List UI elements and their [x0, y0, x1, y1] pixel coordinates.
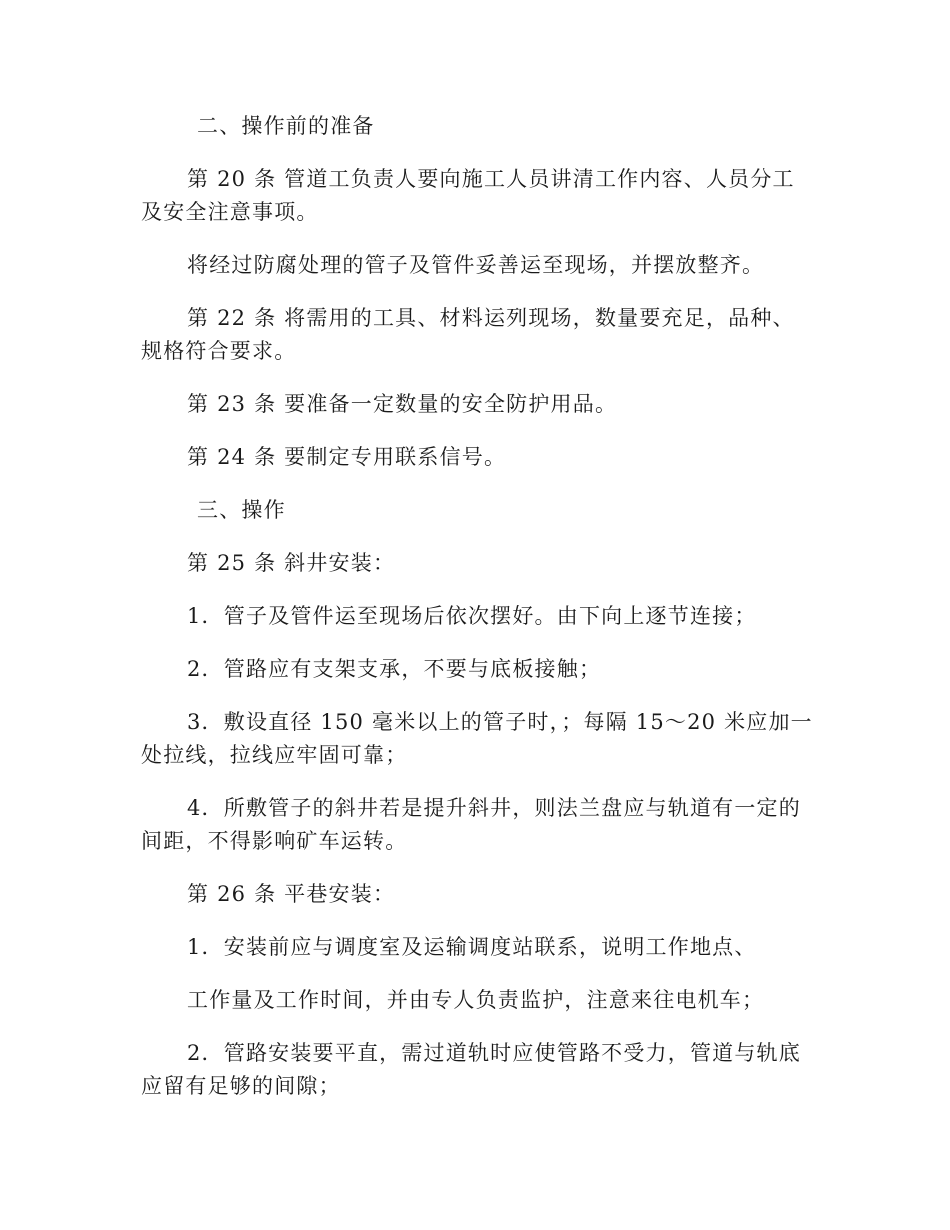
section-heading-preparation: 二、操作前的准备 [197, 114, 375, 138]
article-20: 第 20 条 管道工负责人要向施工人员讲清工作内容、人员分工及安全注意事项。 [141, 167, 795, 224]
section-heading-operation: 三、操作 [197, 498, 286, 522]
article-22: 第 22 条 将需用的工具、材料运列现场，数量要充足，品种、规格符合要求。 [141, 306, 795, 363]
article-23: 第 23 条 要准备一定数量的安全防护用品。 [187, 392, 618, 416]
article-24: 第 24 条 要制定专用联系信号。 [187, 445, 507, 469]
list-item-26-1: 1．安装前应与调度室及运输调度站联系，说明工作地点、 [187, 935, 757, 959]
article-26: 第 26 条 平巷安装： [187, 882, 396, 906]
paragraph-transport-pipes: 将经过防腐处理的管子及管件妥善运至现场，并摆放整齐。 [187, 253, 765, 277]
list-item-25-1: 1．管子及管件运至现场后依次摆好。由下向上逐节连接； [187, 604, 757, 628]
article-25: 第 25 条 斜井安装： [187, 551, 396, 575]
list-item-26-1-continued: 工作量及工作时间，并由专人负责监护，注意来往电机车； [187, 988, 765, 1012]
list-item-26-2: 2．管路安装要平直，需过道轨时应使管路不受力，管道与轨底应留有足够的间隙； [141, 1041, 801, 1098]
list-item-25-4: 4．所敷管子的斜井若是提升斜井，则法兰盘应与轨道有一定的间距，不得影响矿车运转。 [141, 796, 801, 853]
list-item-25-3: 3．敷设直径 150 毫米以上的管子时，；每隔 15～20 米应加一处拉线，拉线应牢固可靠； [141, 710, 813, 767]
document-body [141, 110, 813, 1103]
list-item-25-2: 2．管路应有支架支承，不要与底板接触； [187, 657, 602, 681]
